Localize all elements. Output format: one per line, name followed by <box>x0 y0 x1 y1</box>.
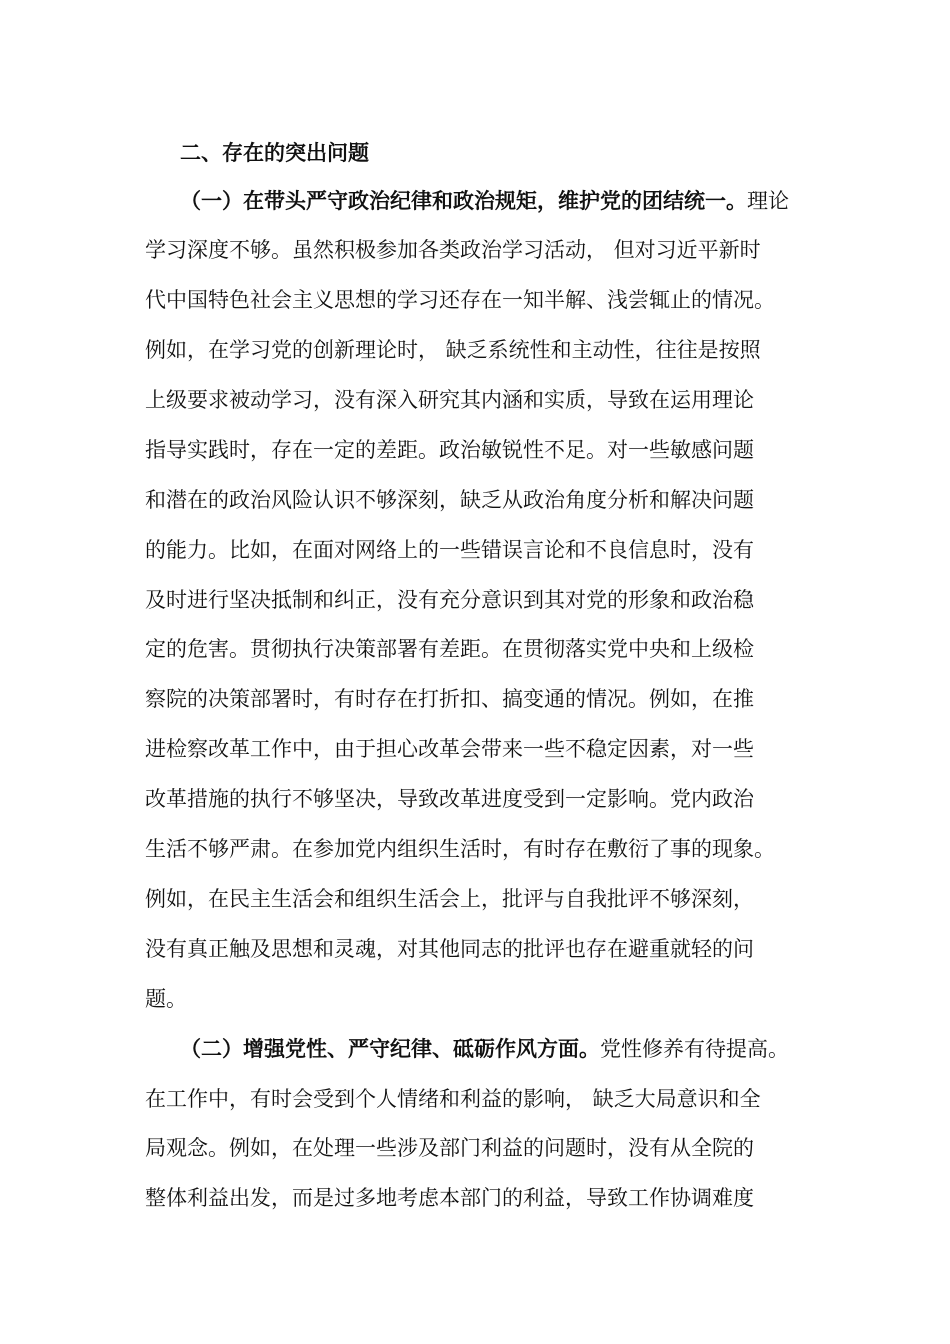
body-text: 指导实践时，存在一定的差距。政治敏锐性不足。对一些敏感问题 <box>145 438 754 462</box>
body-text: 局观念。例如，在处理一些涉及部门利益的问题时，没有从全院的 <box>145 1136 754 1160</box>
paragraph-line <box>145 682 825 716</box>
body-text: 定的危害。贯彻执行决策部署有差距。在贯彻落实党中央和上级检 <box>145 637 754 661</box>
body-text: 学习深度不够。虽然积极参加各类政治学习活动， 但对习近平新时 <box>145 238 761 262</box>
paragraph-line <box>180 1032 825 1066</box>
subheading-text: （一）在带头严守政治纪律和政治规矩，维护党的团结统一。 <box>180 188 747 213</box>
paragraph-line <box>145 932 825 966</box>
body-text: 例如，在民主生活会和组织生活会上，批评与自我批评不够深刻， <box>145 887 754 911</box>
paragraph-line <box>145 782 825 816</box>
paragraph-line <box>145 882 825 916</box>
body-text: 整体利益出发，而是过多地考虑本部门的利益，导致工作协调难度 <box>145 1186 754 1210</box>
paragraph-line <box>145 1131 825 1165</box>
body-text: 代中国特色社会主义思想的学习还存在一知半解、浅尝辄止的情况。 <box>145 288 775 312</box>
body-text: 在工作中，有时会受到个人情绪和利益的影响， 缺乏大局意识和全 <box>145 1087 761 1111</box>
section-heading: 二、存在的突出问题 <box>180 140 369 165</box>
paragraph-line <box>145 233 825 267</box>
paragraph-line <box>145 533 825 567</box>
paragraph-line <box>145 333 825 367</box>
paragraph-line <box>145 283 825 317</box>
body-text: 没有真正触及思想和灵魂，对其他同志的批评也存在避重就轻的问 <box>145 937 754 961</box>
body-text: 生活不够严肃。在参加党内组织生活时，有时存在敷衍了事的现象。 <box>145 837 775 861</box>
body-text: 题。 <box>145 987 187 1011</box>
paragraph-line <box>145 583 825 617</box>
body-text: 党性修养有待提高。 <box>600 1037 789 1061</box>
body-text: 的能力。比如，在面对网络上的一些错误言论和不良信息时，没有 <box>145 538 754 562</box>
body-text: 上级要求被动学习，没有深入研究其内涵和实质，导致在运用理论 <box>145 388 754 412</box>
body-text: 察院的决策部署时，有时存在打折扣、搞变通的情况。例如，在推 <box>145 687 754 711</box>
paragraph-line <box>145 433 825 467</box>
body-text: 和潜在的政治风险认识不够深刻，缺乏从政治角度分析和解决问题 <box>145 488 754 512</box>
paragraph-line <box>145 732 825 766</box>
paragraph-line <box>145 632 825 666</box>
body-text: 进检察改革工作中，由于担心改革会带来一些不稳定因素，对一些 <box>145 737 754 761</box>
paragraph-line <box>145 483 825 517</box>
paragraph-line <box>145 1181 825 1215</box>
paragraph-line <box>145 1082 825 1116</box>
body-text: 改革措施的执行不够坚决，导致改革进度受到一定影响。党内政治 <box>145 787 754 811</box>
subheading-text: （二）增强党性、严守纪律、砥砺作风方面。 <box>180 1036 600 1061</box>
paragraph-line <box>145 982 825 1016</box>
body-text: 例如，在学习党的创新理论时， 缺乏系统性和主动性，往往是按照 <box>145 338 761 362</box>
paragraph-line <box>145 383 825 417</box>
body-text: 及时进行坚决抵制和纠正，没有充分意识到其对党的形象和政治稳 <box>145 588 754 612</box>
body-text: 理论 <box>747 189 789 213</box>
paragraph-line <box>145 832 825 866</box>
paragraph-line <box>180 184 825 218</box>
